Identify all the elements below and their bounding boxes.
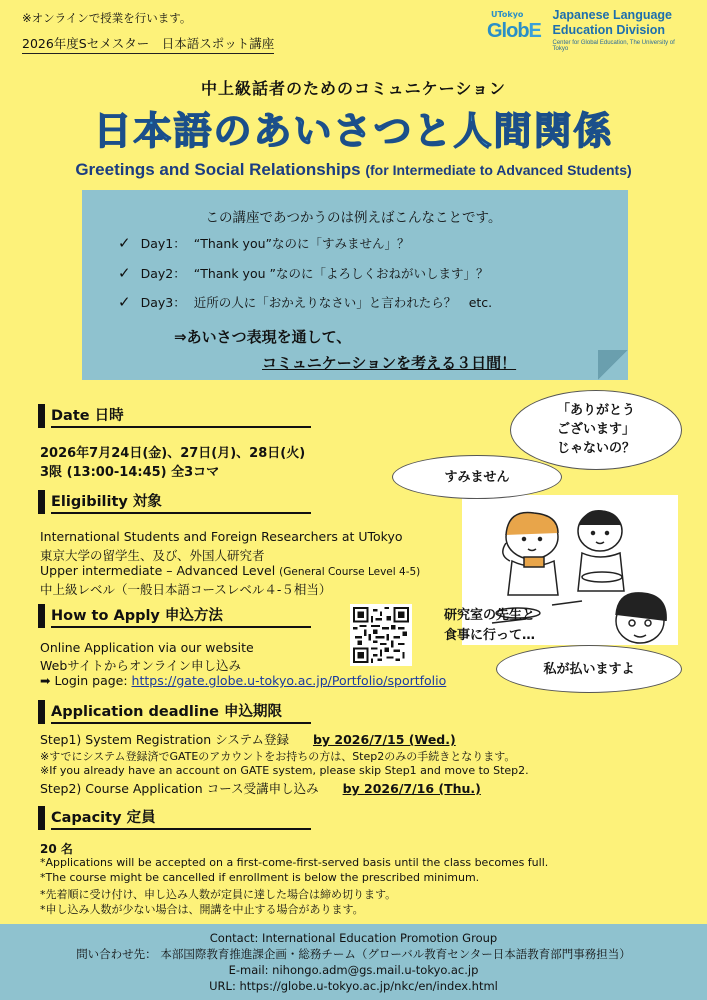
- deadline-section-header: [38, 700, 328, 724]
- eligibility-line: International Students and Foreign Researchers at UTokyo: [40, 529, 403, 544]
- capacity-note: *The course might be cancelled if enrollment is below the prescribed minimum.: [40, 871, 480, 884]
- section-title: Capacity 定員: [51, 806, 311, 830]
- note-line: ※すでにシステム登録済でGATEのアカウントをお持ちの方は、Step2のみの手続きとなります。: [40, 750, 516, 763]
- main-title: 日本語のあいさつと人間関係: [93, 109, 614, 153]
- day-label: Day1：: [140, 236, 186, 251]
- logo-globe-text: GlobE: [487, 20, 541, 42]
- day-item: [118, 234, 410, 252]
- capacity-section-header: [38, 806, 328, 830]
- arrow-icon: ➡ Login page:: [40, 673, 132, 688]
- logo-utokyo-text: UTokyo: [491, 10, 524, 19]
- section-bar: [38, 700, 45, 724]
- apply-section-header: [38, 604, 328, 628]
- step1-line: Step1) System Registration システム登録 by 2026/7/15 (Wed.): [40, 732, 456, 747]
- login-link[interactable]: https://gate.globe.u-tokyo.ac.jp/Portfolio/sportfolio: [131, 673, 447, 688]
- section-bar: [38, 490, 45, 514]
- day-item: [118, 293, 492, 311]
- english-title-main: Greetings and Social Relationships: [75, 160, 361, 179]
- section-title: How to Apply 申込方法: [51, 604, 311, 628]
- course-name: 2026年度Sセメスター 日本語スポット講座: [22, 34, 274, 54]
- info-intro: この講座であつかうのは例えばこんなことです。: [205, 210, 502, 226]
- day-item: [118, 264, 488, 282]
- qr-code[interactable]: [350, 604, 412, 666]
- capacity-number: 20 名: [40, 842, 73, 856]
- info-conclusion-line1: ⇒あいさつ表現を通して、: [174, 328, 352, 346]
- section-bar: [38, 604, 45, 628]
- globe-logo-mark: [485, 8, 549, 52]
- step1-deadline: by 2026/7/15 (Wed.): [312, 732, 456, 747]
- date-section-header: [38, 404, 328, 428]
- note-line: ※If you already have an account on GATE system, please skip Step1 and move to Step2.: [40, 764, 529, 777]
- eligibility-section-header: [38, 490, 328, 514]
- footer-url: URL: https://globe.u-tokyo.ac.jp/nkc/en/index.html: [209, 979, 498, 993]
- apply-line: Online Application via our website: [40, 640, 254, 655]
- day-text: 近所の人に「おかえりなさい」と言われたら？ etc.: [193, 295, 493, 310]
- footer-email: E-mail: nihongo.adm@gs.mail.u-tokyo.ac.jp: [228, 963, 479, 977]
- apply-line: Webサイトからオンライン申し込み: [40, 658, 242, 673]
- info-conclusion-line2: コミュニケーションを考える３日間！: [262, 354, 517, 372]
- day-label: Day3：: [140, 295, 186, 310]
- day-text: “Thank you”なのに「すみません」？: [193, 236, 410, 251]
- subtitle: 中上級話者のためのコミュニケーション: [200, 79, 507, 98]
- section-title: Application deadline 申込期限: [51, 700, 311, 724]
- globe-logo: [485, 8, 691, 56]
- logo-name-line1: Japanese Language: [552, 8, 673, 22]
- section-bar: [38, 404, 45, 428]
- step2-line: Step2) Course Application コース受講申し込み by 2026/7/16 (Thu.): [40, 781, 481, 796]
- logo-name-line2: Education Division: [552, 23, 666, 37]
- section-bar: [38, 806, 45, 830]
- contact-footer: [0, 924, 707, 1000]
- logo-subtitle: Center for Global Education, The University of Tokyo: [552, 40, 675, 52]
- eligibility-line: Upper intermediate – Advanced Level (General Course Level 4-5): [40, 563, 421, 578]
- info-box-fold: [598, 350, 628, 380]
- day-text: “Thank you ”なのに「よろしくおねがいします」？: [193, 266, 489, 281]
- day-label: Day2：: [140, 266, 186, 281]
- capacity-note: *申し込み人数が少ない場合は、開講を中止する場合があります。: [40, 903, 364, 916]
- capacity-note: *先着順に受け付け、申し込み人数が定員に達した場合は締め切ります。: [40, 888, 397, 901]
- english-title-sub: (for Intermediate to Advanced Students): [365, 162, 632, 178]
- section-title: Date 日時: [51, 404, 311, 428]
- date-line: 2026年7月24日(金)、27日(月)、28日(火): [40, 446, 306, 461]
- step2-deadline: by 2026/7/16 (Thu.): [342, 781, 481, 796]
- online-note: ※オンラインで授業を行います。: [22, 11, 192, 25]
- speech-bubble-thanks: 「ありがとう ございます」 じゃないの？: [510, 390, 682, 470]
- english-title: [0, 160, 707, 180]
- check-icon: ✓: [118, 234, 131, 252]
- speech-bubble-sorry: すみません: [392, 455, 562, 499]
- illustration-caption: 研究室の先生と 食事に行って…: [444, 608, 536, 643]
- footer-contact: Contact: International Education Promotion Group: [209, 931, 498, 945]
- eligibility-line: 東京大学の留学生、及び、外国人研究者: [40, 548, 265, 563]
- section-title: Eligibility 対象: [51, 490, 311, 514]
- check-icon: ✓: [118, 293, 131, 311]
- footer-inquiry: 問い合わせ先： 本部国際教育推進課企画・総務チーム（グローバル教育センター日本語教育部門事務担当）: [76, 947, 631, 961]
- period-line: 3限 (13:00-14:45) 全3コマ: [40, 465, 220, 480]
- eligibility-line: 中上級レベル（一般日本語コースレベル４-５相当）: [40, 582, 332, 597]
- check-icon: ✓: [118, 264, 131, 282]
- capacity-note: *Applications will be accepted on a first-come-first-served basis until the class becomes full.: [40, 856, 549, 869]
- apply-login-line: [40, 673, 446, 688]
- speech-bubble-pay: 私が払いますよ: [496, 645, 682, 693]
